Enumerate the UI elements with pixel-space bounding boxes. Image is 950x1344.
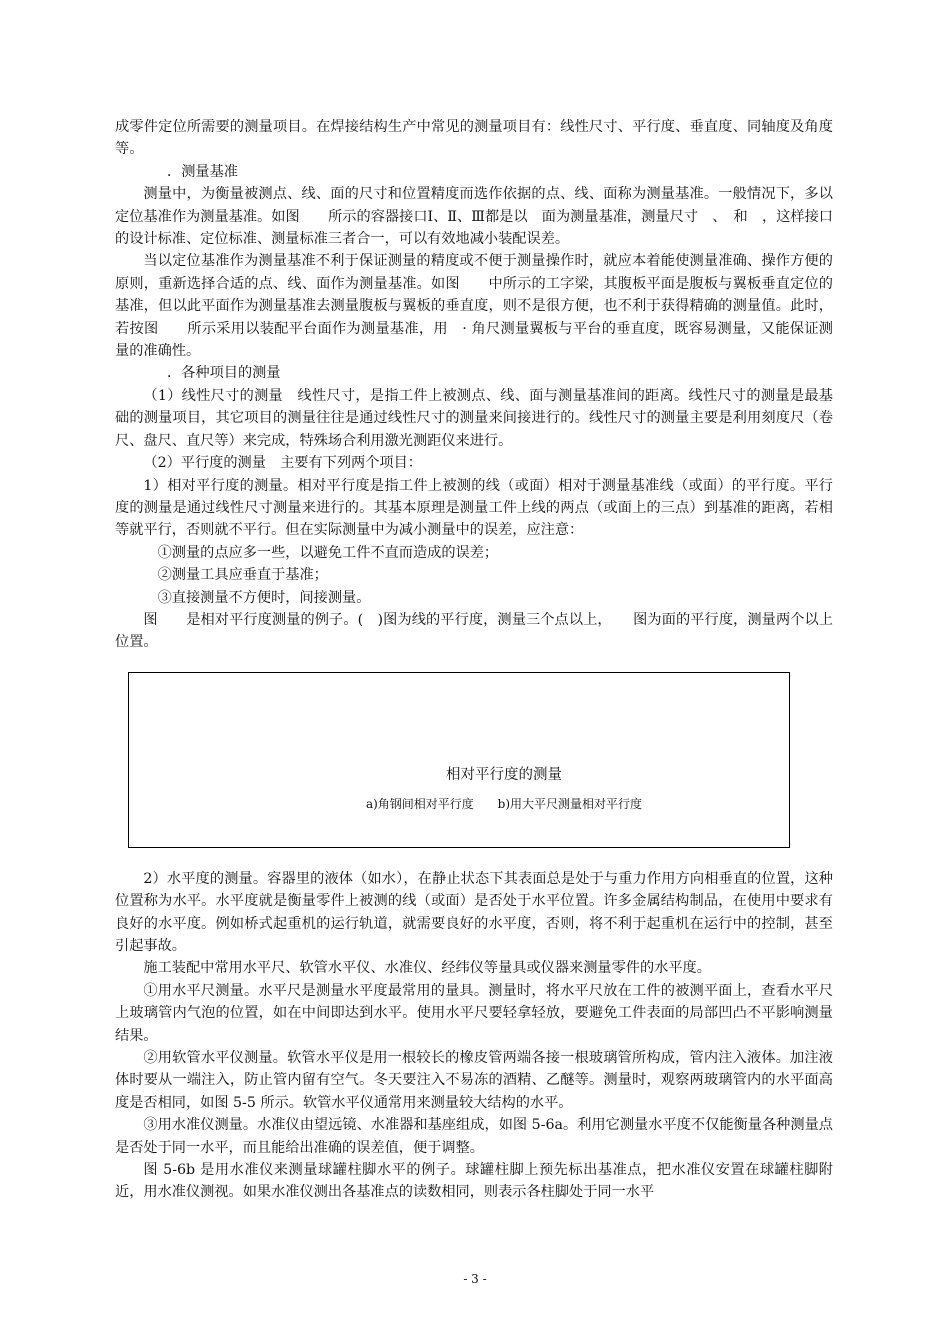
paragraph: 施工装配中常用水平尺、软管水平仪、水准仪、经纬仪等量具或仪器来测量零件的水平度。	[143, 960, 711, 977]
paragraph: 成零件定位所需要的测量项目。在焊接结构生产中常见的测量项目有：线性尺寸、平行度、垂直度、同轴度及角度等。	[115, 119, 833, 158]
paragraph: 图 是相对平行度测量的例子。( )图为线的平行度，测量三个点以上， 图为面的平行度，测量两个以上位置。	[115, 611, 833, 651]
page-number: - 3 -	[463, 1272, 487, 1286]
list-item: ②测量工具应垂直于基准；	[157, 567, 328, 584]
paragraph: ①用水平尺测量。水平尺是测量水平度最常用的量具。测量时，将水平尺放在工件的被测平面上，查看水平尺上玻璃管内气泡的位置，如在中间即达到水平。使用水平尺要轻拿轻放，要避免工件表面的局部凹凸不平影响测量结果。	[115, 982, 833, 1044]
figure-box	[128, 672, 790, 848]
paragraph: 1）相对平行度的测量。相对平行度是指工件上被测的线（或面）相对于测量基准线（或面）的平行度。平行度的测量是通过线性尺寸测量来进行的。其基本原理是测量工件上线的两点（或面上的三点）到基准的距离，若相等就平行，否则就不平行。但在实际测量中为减小测量中的误差，应注意：	[115, 477, 833, 539]
paragraph: 测量中，为衡量被测点、线、面的尺寸和位置精度而选作依据的点、线、面称为测量基准。一般情况下，多以定位基准作为测量基准。如图 所示的容器接口Ⅰ、Ⅱ、Ⅲ都是以 面为测量基准，测量尺寸 、 和 ，这样接口的设计标准、定位标准、测量标准三者合一，可以有效地减小装配误差。	[115, 186, 833, 248]
figure-title: 相对平行度的测量	[446, 766, 562, 783]
document-body	[115, 116, 833, 1204]
paragraph: 2）水平度的测量。容器里的液体（如水），在静止状态下其表面总是处于与重力作用方向相垂直的位置，这种位置称为水平。水平度就是衡量零件上被测的线（或面）是否处于水平位置。许多金属结构制品，在使用中要求有良好的水平度。例如桥式起重机的运行轨道，就需要良好的水平度，否则，将不利于起重机在运行中的控制，甚至引起事故。	[115, 870, 833, 954]
list-item: ③直接测量不方便时，间接测量。	[157, 589, 371, 606]
paragraph: 当以定位基准作为测量基准不利于保证测量的精度或不便于测量操作时，就应本着能使测量准确、操作方便的原则，重新选择合适的点、线、面作为测量基准。如图 中所示的工字梁，其腹板平面是腹板与翼板垂直定位的基准，但以此平面作为测量基准去测量腹板与翼板的垂直度，则不是很方便，也不利于获得精确的测量值。此时，若按图 所示采用以装配平台面作为测量基准，用 · 角尺测量翼板与平台的垂直度，既容易测量，又能保证测量的准确性。	[115, 253, 833, 360]
paragraph: ②用软管水平仪测量。软管水平仪是用一根较长的橡皮管两端各接一根玻璃管所构成，管内注入液体。加注液体时要从一端注入，防止管内留有空气。冬天要注入不易冻的酒精、乙醚等。测量时，观察两玻璃管内的水平面高度是否相同，如图 5-5 所示。软管水平仪通常用来测量较大结构的水平。	[115, 1050, 833, 1111]
list-item: ①测量的点应多一些，以避免工件不直而造成的误差；	[157, 544, 499, 561]
figure-captions	[129, 795, 789, 812]
figure-caption-a: a)角钢间相对平行度	[365, 796, 474, 811]
paragraph: （1）线性尺寸的测量 线性尺寸，是指工件上被测点、线、面与测量基准间的距离。线性尺寸的测量是最基础的测量项目，其它项目的测量往往是通过线性尺寸的测量来间接进行的。线性尺寸的测量主要是利用刻度尺（卷尺、盘尺、直尺等）来完成，特殊场合利用激光测距仪来进行。	[115, 387, 833, 449]
paragraph: （2）平行度的测量 主要有下列两个项目：	[143, 455, 422, 472]
paragraph: ③用水准仪测量。水准仪由望远镜、水准器和基座组成，如图 5-6a。利用它测量水平度不仅能衡量各种测量点是否处于同一水平，而且能给出准确的误差值，便于调整。	[115, 1117, 833, 1156]
section-heading-measurements: ．各种项目的测量	[167, 365, 281, 382]
figure-caption-b: b)用大平尺测量相对平行度	[497, 796, 643, 811]
section-heading-measurement-datum: ．测量基准	[167, 163, 238, 180]
paragraph: 图 5-6b 是用水准仪来测量球罐柱脚水平的例子。球罐柱脚上预先标出基准点，把水准仪安置在球罐柱脚附近，用水准仪测视。如果水准仪测出各基准点的读数相同，则表示各柱脚处于同一水平	[115, 1162, 833, 1201]
